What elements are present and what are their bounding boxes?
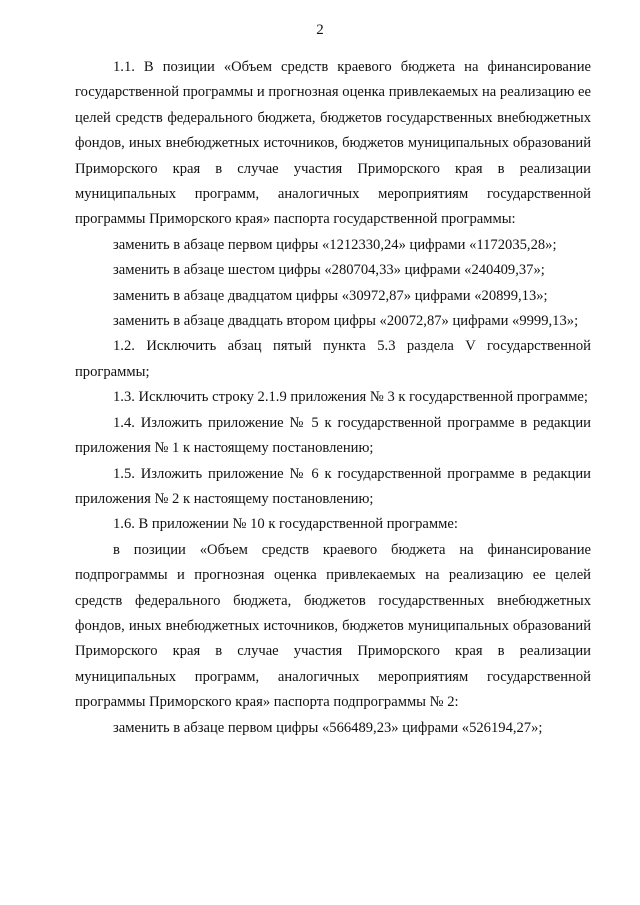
paragraph-1-4: 1.4. Изложить приложение № 5 к государственной программе в редакции приложения № 1 к настоящему постановлению; (75, 414, 591, 457)
paragraph-1-1: 1.1. В позиции «Объем средств краевого бюджета на финансирование государственной программы и прогнозная оценка привлекаемых на реализацию ее целей средств федерального бюджета, бюджетов государственных внебюджетных фондов, иных внебюджетных источников, бюджетов муниципальных образований Приморского края в случае участия Приморского края в реализации муниципальных программ, аналогичных мероприятиям государственной программы Приморского края» паспорта государственной программы: (75, 59, 591, 228)
paragraph-replace-first: заменить в абзаце первом цифры «1212330,24» цифрами «1172035,28»; (113, 236, 557, 253)
paragraph-1-5: 1.5. Изложить приложение № 6 к государственной программе в редакции приложения № 2 к настоящему постановлению; (75, 465, 591, 507)
paragraph-replace-sixth: заменить в абзаце шестом цифры «280704,33» цифрами «240409,37»; (113, 262, 545, 279)
page-number: 2 (316, 22, 324, 38)
document-body (75, 55, 591, 741)
paragraph-subprogram-replace-first: заменить в абзаце первом цифры «566489,23» цифрами «526194,27»; (113, 719, 543, 736)
paragraph-1-6: 1.6. В приложении № 10 к государственной программе: (113, 516, 458, 533)
paragraph-1-3: 1.3. Исключить строку 2.1.9 приложения № 3 к государственной программе; (113, 389, 588, 406)
paragraph-subprogram-position: в позиции «Объем средств краевого бюджета на финансирование подпрограммы и прогнозная оценка привлекаемых на реализацию ее целей средств федерального бюджета, бюджетов государственных внебюджетных фондов, иных внебюджетных источников, бюджетов муниципальных образований Приморского края в случае участия Приморского края в реализации муниципальных программ, аналогичных мероприятиям государственной программы Приморского края» паспорта подпрограммы № 2: (75, 541, 591, 711)
paragraph-replace-twentieth: заменить в абзаце двадцатом цифры «30972,87» цифрами «20899,13»; (113, 287, 548, 304)
paragraph-1-2: 1.2. Исключить абзац пятый пункта 5.3 раздела V государственной программы; (75, 338, 591, 380)
paragraph-replace-twenty-second: заменить в абзаце двадцать втором цифры «20072,87» цифрами «9999,13»; (113, 313, 579, 330)
